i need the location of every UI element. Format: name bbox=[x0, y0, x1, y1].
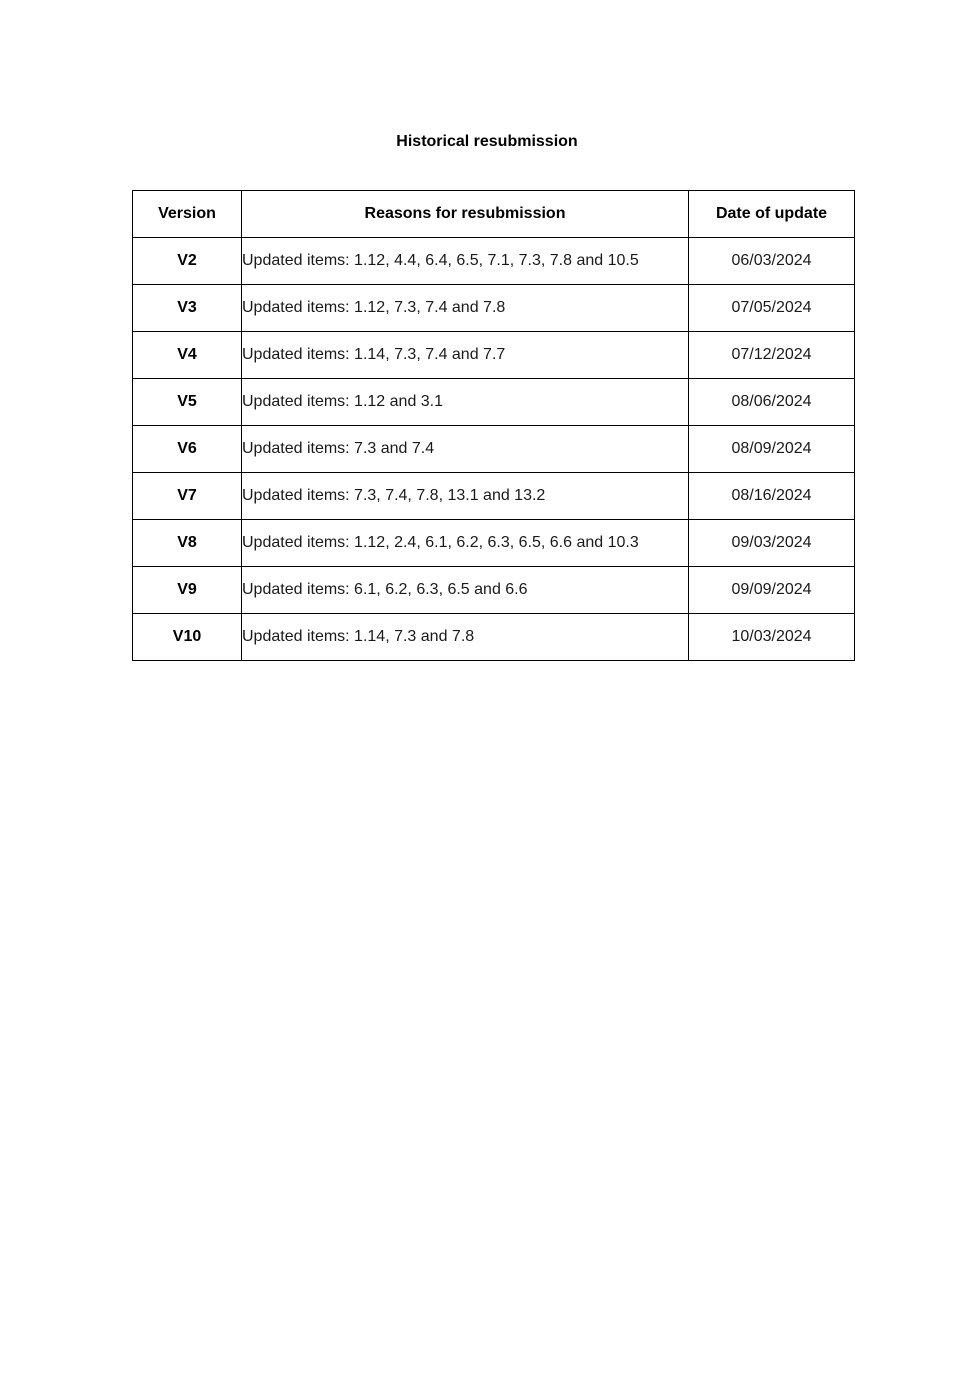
date-cell: 09/09/2024 bbox=[689, 567, 855, 614]
table-row bbox=[133, 379, 855, 426]
table-row bbox=[133, 426, 855, 473]
table-row bbox=[133, 614, 855, 661]
reason-cell: Updated items: 6.1, 6.2, 6.3, 6.5 and 6.6 bbox=[242, 567, 689, 614]
reason-cell: Updated items: 1.12, 7.3, 7.4 and 7.8 bbox=[242, 285, 689, 332]
table-row bbox=[133, 567, 855, 614]
reason-cell: Updated items: 1.12 and 3.1 bbox=[242, 379, 689, 426]
resubmission-table bbox=[132, 190, 855, 661]
table-header-row bbox=[133, 191, 855, 238]
reason-cell: Updated items: 1.14, 7.3 and 7.8 bbox=[242, 614, 689, 661]
date-cell: 07/12/2024 bbox=[689, 332, 855, 379]
reason-cell: Updated items: 7.3, 7.4, 7.8, 13.1 and 13.2 bbox=[242, 473, 689, 520]
table-row bbox=[133, 238, 855, 285]
version-cell: V9 bbox=[133, 567, 242, 614]
header-version: Version bbox=[133, 191, 242, 238]
header-reasons: Reasons for resubmission bbox=[242, 191, 689, 238]
date-cell: 08/16/2024 bbox=[689, 473, 855, 520]
date-cell: 08/09/2024 bbox=[689, 426, 855, 473]
version-cell: V5 bbox=[133, 379, 242, 426]
version-cell: V6 bbox=[133, 426, 242, 473]
reason-cell: Updated items: 1.12, 4.4, 6.4, 6.5, 7.1, 7.3, 7.8 and 10.5 bbox=[242, 238, 689, 285]
version-cell: V3 bbox=[133, 285, 242, 332]
version-cell: V10 bbox=[133, 614, 242, 661]
date-cell: 09/03/2024 bbox=[689, 520, 855, 567]
page-title: Historical resubmission bbox=[396, 133, 578, 150]
version-cell: V4 bbox=[133, 332, 242, 379]
date-cell: 10/03/2024 bbox=[689, 614, 855, 661]
version-cell: V2 bbox=[133, 238, 242, 285]
table-row bbox=[133, 520, 855, 567]
version-cell: V7 bbox=[133, 473, 242, 520]
date-cell: 08/06/2024 bbox=[689, 379, 855, 426]
header-date: Date of update bbox=[689, 191, 855, 238]
reason-cell: Updated items: 7.3 and 7.4 bbox=[242, 426, 689, 473]
date-cell: 06/03/2024 bbox=[689, 238, 855, 285]
table-row bbox=[133, 285, 855, 332]
reason-cell: Updated items: 1.12, 2.4, 6.1, 6.2, 6.3, 6.5, 6.6 and 10.3 bbox=[242, 520, 689, 567]
version-cell: V8 bbox=[133, 520, 242, 567]
table-row bbox=[133, 473, 855, 520]
table-row bbox=[133, 332, 855, 379]
date-cell: 07/05/2024 bbox=[689, 285, 855, 332]
reason-cell: Updated items: 1.14, 7.3, 7.4 and 7.7 bbox=[242, 332, 689, 379]
